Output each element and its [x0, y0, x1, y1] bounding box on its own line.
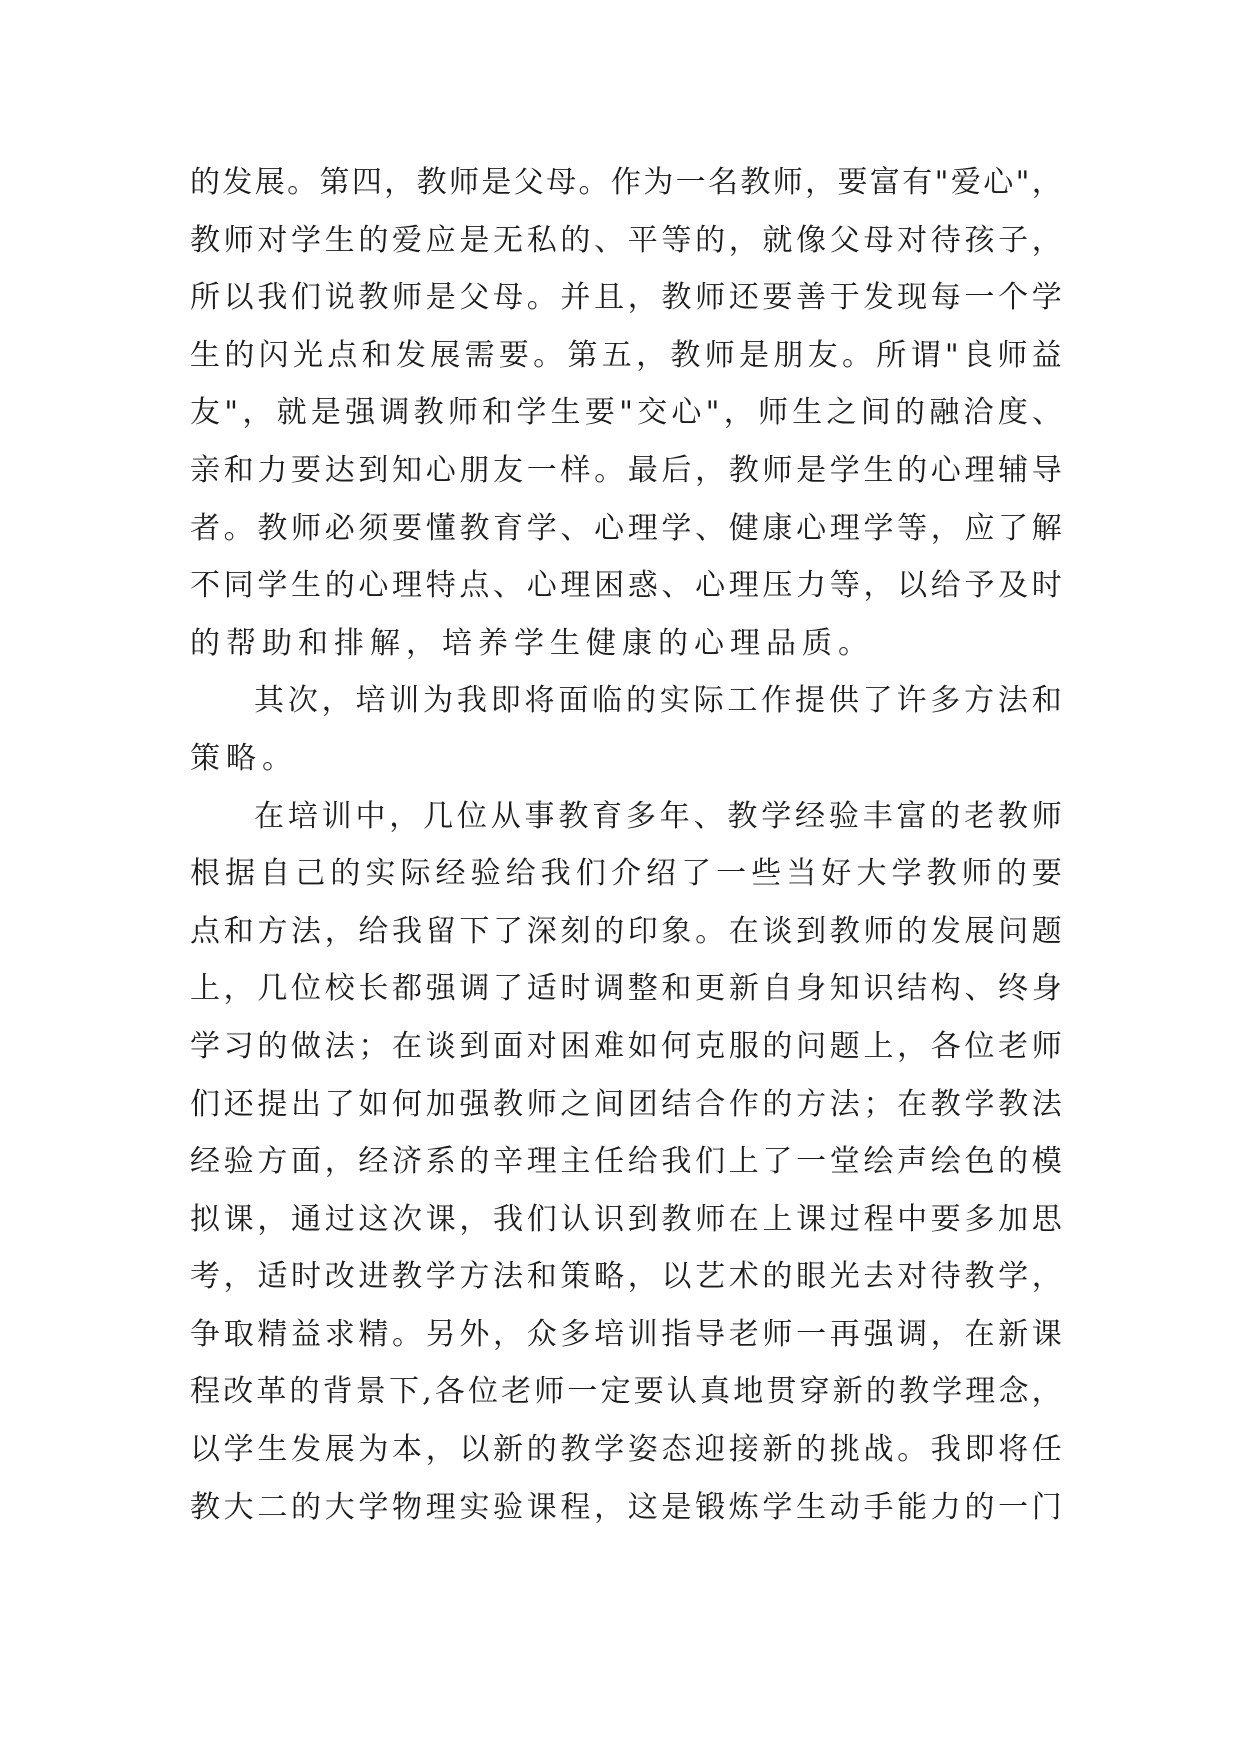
text-line: 争 取 精 益 求 精 。 另 外 ， 众 多 培 训 指 导 老 师 一 再 强 调 ， 在 新 课 — [190, 1316, 1062, 1352]
text-line: 者 。 教 师 必 须 要 懂 教 育 学 、 心 理 学 、 健 康 心 理 学 等 ， 应 了 解 — [190, 510, 1062, 546]
text-line: 学 习 的 做 法 ； 在 谈 到 面 对 困 难 如 何 克 服 的 问 题 上 ， 各 位 老 师 — [190, 1028, 1062, 1064]
text-line: 程 改 革 的 背 景 下 , 各 位 老 师 一 定 要 认 真 地 贯 穿 新 的 教 学 理 念 ， — [190, 1374, 1062, 1410]
text-line: 不 同 学 生 的 心 理 特 点 、 心 理 困 惑 、 心 理 压 力 等 ， 以 给 予 及 时 — [190, 568, 1062, 604]
text-line: 的 发 展 。 第 四 ， 教 师 是 父 母 。 作 为 一 名 教 师 ， 要 富 有 " 爱 心 " ， — [190, 165, 1062, 200]
text-line: 亲 和 力 要 达 到 知 心 朋 友 一 样 。 最 后 ， 教 师 是 学 生 的 心 理 辅 导 — [190, 452, 1062, 488]
text-line: 们 还 提 出 了 如 何 加 强 教 师 之 间 团 结 合 作 的 方 法 ； 在 教 学 教 法 — [190, 1086, 1062, 1122]
text-line: 点 和 方 法 ， 给 我 留 下 了 深 刻 的 印 象 。 在 谈 到 教 师 的 发 展 问 题 — [190, 913, 1062, 949]
text-line: 根 据 自 己 的 实 际 经 验 给 我 们 介 绍 了 一 些 当 好 大 学 教 师 的 要 — [190, 856, 1062, 892]
text-line: 教 大 二 的 大 学 物 理 实 验 课 程 ， 这 是 锻 炼 学 生 动 手 能 力 的 一 门 — [190, 1489, 1062, 1525]
text-line: 友 " ， 就 是 强 调 教 师 和 学 生 要 " 交 心 " ， 师 生 之 间 的 融 洽 度 、 — [190, 395, 1062, 431]
text-line: 的帮助和排解，培养学生健康的心理品质。 — [190, 625, 874, 661]
paragraph-first-line: 在 培 训 中 ， 几 位 从 事 教 育 多 年 、 教 学 经 验 丰 富 的 老 教 师 — [254, 798, 1062, 834]
text-line: 考 ， 适 时 改 进 教 学 方 法 和 策 略 ， 以 艺 术 的 眼 光 去 对 待 教 学 ， — [190, 1259, 1062, 1295]
paragraph-first-line: 其 次 ， 培 训 为 我 即 将 面 临 的 实 际 工 作 提 供 了 许 多 方 法 和 — [254, 683, 1062, 719]
text-line: 策略。 — [190, 740, 298, 776]
text-line: 经 验 方 面 ， 经 济 系 的 辛 理 主 任 给 我 们 上 了 一 堂 绘 声 绘 色 的 模 — [190, 1144, 1062, 1180]
document-body-text — [190, 154, 1062, 1536]
text-line: 上 ， 几 位 校 长 都 强 调 了 适 时 调 整 和 更 新 自 身 知 识 结 构 、 终 身 — [190, 971, 1062, 1007]
text-line: 生 的 闪 光 点 和 发 展 需 要 。 第 五 ， 教 师 是 朋 友 。 所 谓 " 良 师 益 — [190, 337, 1062, 373]
text-line: 拟 课 ， 通 过 这 次 课 ， 我 们 认 识 到 教 师 在 上 课 过 程 中 要 多 加 思 — [190, 1201, 1062, 1237]
text-line: 教 师 对 学 生 的 爱 应 是 无 私 的 、 平 等 的 ， 就 像 父 母 对 待 孩 子 ， — [190, 222, 1062, 258]
text-line: 所 以 我 们 说 教 师 是 父 母 。 并 且 ， 教 师 还 要 善 于 发 现 每 一 个 学 — [190, 280, 1062, 316]
text-line: 以 学 生 发 展 为 本 ， 以 新 的 教 学 姿 态 迎 接 新 的 挑 战 。 我 即 将 任 — [190, 1432, 1062, 1468]
